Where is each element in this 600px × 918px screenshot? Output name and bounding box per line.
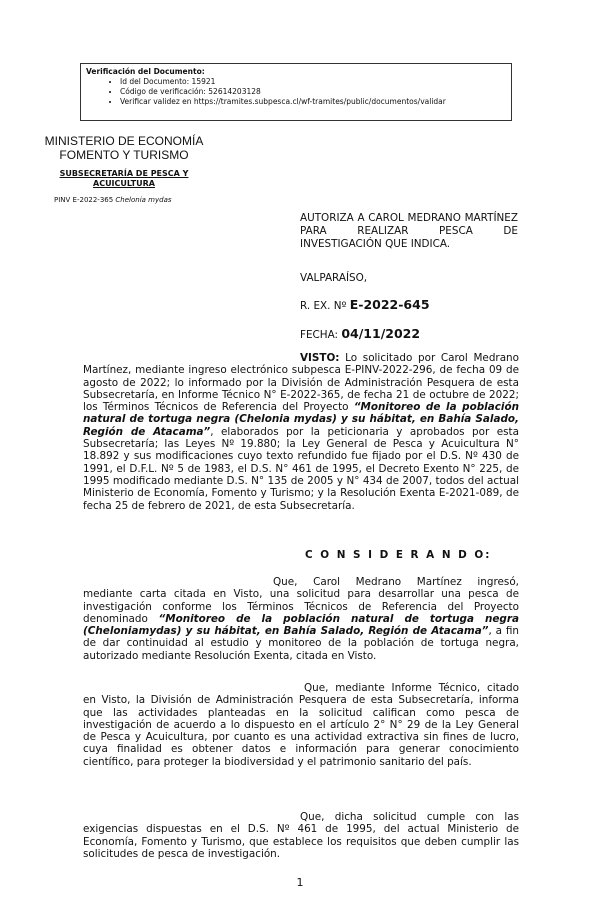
verification-title: Verificación del Documento: bbox=[86, 67, 205, 76]
pinv-code: PINV E-2022-365 bbox=[54, 196, 116, 204]
considerando-heading: C O N S I D E R A N D O: bbox=[305, 549, 492, 561]
ministry-line-2: FOMENTO Y TURISMO bbox=[59, 148, 189, 162]
ministry-name bbox=[40, 134, 208, 162]
pinv-reference bbox=[54, 196, 172, 204]
page-number: 1 bbox=[296, 876, 304, 889]
p1-text-a: Que, Carol Medrano Martínez ingresó, mediante carta citada en Visto, una solicitud para desarrollar una pesca de investigación conforme los Términos Técnicos de Referencia del Proyecto denominado bbox=[83, 576, 519, 625]
date-label: FECHA: bbox=[300, 329, 342, 341]
date-value: 04/11/2022 bbox=[341, 326, 421, 341]
p1-text-b: , a fin de dar continuidad al estudio y monitoreo de la población de tortuga negra, autorizado mediante Resolución Exenta, citada en Visto. bbox=[83, 625, 519, 662]
pinv-species: Chelonia mydas bbox=[115, 196, 172, 204]
subsecretaria-name: SUBSECRETARÍA DE PESCA Y ACUICULTURA bbox=[59, 169, 189, 188]
verification-url: • Verificar validez en https://tramites.subpesca.cl/wf-tramites/public/documentos/validar bbox=[120, 97, 506, 107]
place: VALPARAÍSO, bbox=[300, 272, 368, 284]
considerando-paragraph-2: Que, mediante Informe Técnico, citado en Visto, la División de Administración Pesquera de esta Subsecretaría, informa que las actividades planteadas en la solicitud califican como pesca de investigación de acuerdo a lo dispuesto en el artículo 2° N° 29 de la Ley General de Pesca y Acuicultura, por cuanto es una actividad extractiva sin fines de lucro, cuya finalidad es obtener datos e información para generar conocimiento científico, para proteger la biodiversidad y el patrimonio sanitario del país. bbox=[83, 682, 519, 768]
resolution-label: R. EX. Nº bbox=[300, 300, 350, 312]
visto-text-b: , elaborados por la peticionaria y aprobados por esta Subsecretaría; las Leyes Nº 19.880; la Ley General de Pesca y Acuicultura N° 18.892 y sus modificaciones cuyo texto refundido fue fijado por el D.S. Nº 430 de 1991, el D.F.L. Nº 5 de 1983, el D.S. N° 461 de 1995, el Decreto Exento N° 225, de 1995 modificado mediante D.S. N° 135 de 2005 y N° 434 de 2007, todos del actual Ministerio de Economía, Fomento y Turismo; y la Resolución Exenta E-2021-089, de fecha 25 de febrero de 2021, de esta Subsecretaría. bbox=[83, 425, 519, 512]
visto-label: VISTO: bbox=[300, 352, 340, 364]
verification-box bbox=[80, 63, 512, 121]
visto-paragraph bbox=[83, 352, 519, 512]
verification-list bbox=[86, 77, 506, 107]
resolution-number bbox=[300, 297, 430, 312]
resolution-value: E-2022-645 bbox=[349, 297, 430, 312]
visto-text-a: Lo solicitado por Carol Medrano Martínez, mediante ingreso electrónico subpesca E-PINV-2022-296, de fecha 09 de agosto de 2022; lo informado por la División de Administración Pesquera de esta Subsecretaría, en Informe Técnico N° E-2022-365, de fecha 21 de octubre de 2022; los Términos Técnicos de Referencia del Proyecto bbox=[83, 352, 519, 414]
verification-code: • Código de verificación: 52614203128 bbox=[120, 87, 506, 97]
resolution-summary: AUTORIZA A CAROL MEDRANO MARTÍNEZ PARA REALIZAR PESCA DE INVESTIGACIÓN QUE INDICA. bbox=[300, 212, 518, 250]
considerando-paragraph-1 bbox=[83, 576, 519, 662]
ministry-line-1: MINISTERIO DE ECONOMÍA bbox=[44, 134, 204, 148]
visto-project: “Monitoreo de la población natural de tortuga negra (Chelonia mydas) y su hábitat, en Bahía Salado, Región de Atacama” bbox=[83, 401, 519, 438]
verification-id: • Id del Documento: 15921 bbox=[120, 77, 506, 87]
p1-project: “Monitoreo de la población natural de tortuga negra (Cheloniamydas) y su hábitat, en Bahía Salado, Región de Atacama” bbox=[83, 612, 519, 638]
considerando-paragraph-3: Que, dicha solicitud cumple con las exigencias dispuestas en el D.S. Nº 461 de 1995, del actual Ministerio de Economía, Fomento y Turismo, que establece los requisitos que deben cumplir las solicitudes de pesca de investigación. bbox=[83, 811, 519, 860]
resolution-date bbox=[300, 326, 420, 341]
